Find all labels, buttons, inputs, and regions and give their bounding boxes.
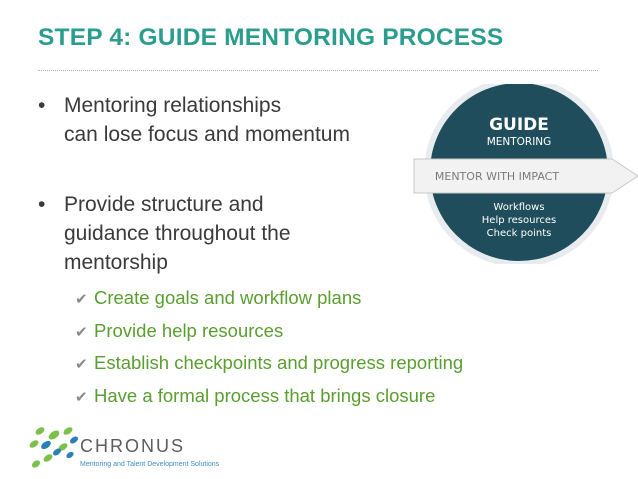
checklist: [75, 283, 463, 413]
bullet-line: Provide structure and: [64, 193, 264, 216]
diagram-heading: GUIDE: [489, 115, 549, 135]
slide-title: STEP 4: GUIDE MENTORING PROCESS: [38, 24, 504, 51]
diagram-banner-label: MENTOR WITH IMPACT: [434, 170, 560, 183]
check-icon: ✔: [75, 356, 88, 373]
check-label: Provide help resources: [94, 319, 284, 341]
bullet-symbol: •: [38, 193, 46, 216]
bullet-symbol: •: [38, 94, 46, 117]
brand-name: CHRONUS: [80, 436, 186, 456]
title-divider: [38, 70, 598, 71]
check-label: Have a formal process that brings closure: [94, 384, 436, 406]
diagram-item: Check points: [486, 228, 552, 239]
check-item: [75, 283, 463, 316]
guide-mentoring-diagram: [412, 84, 638, 264]
check-label: Establish checkpoints and progress reporting: [94, 352, 464, 373]
diagram-item: Help resources: [481, 215, 557, 226]
check-item: [75, 316, 463, 349]
bullet-line: can lose focus and momentum: [64, 123, 350, 146]
bullet-line: mentorship: [64, 251, 168, 274]
check-item: [75, 381, 463, 414]
check-icon: ✔: [75, 323, 88, 341]
diagram-subheading: MENTORING: [486, 136, 552, 148]
diagram-item: Workflows: [493, 202, 545, 213]
bullet-line: Mentoring relationships: [64, 94, 282, 117]
check-icon: ✔: [75, 388, 88, 406]
check-item: [75, 348, 463, 381]
chronus-logo-icon: [24, 422, 84, 472]
check-icon: ✔: [75, 291, 88, 308]
bullet-line: guidance throughout the: [64, 222, 291, 245]
brand-tagline: Mentoring and Talent Development Solutions: [80, 461, 220, 468]
check-label: Create goals and workflow plans: [94, 287, 362, 308]
